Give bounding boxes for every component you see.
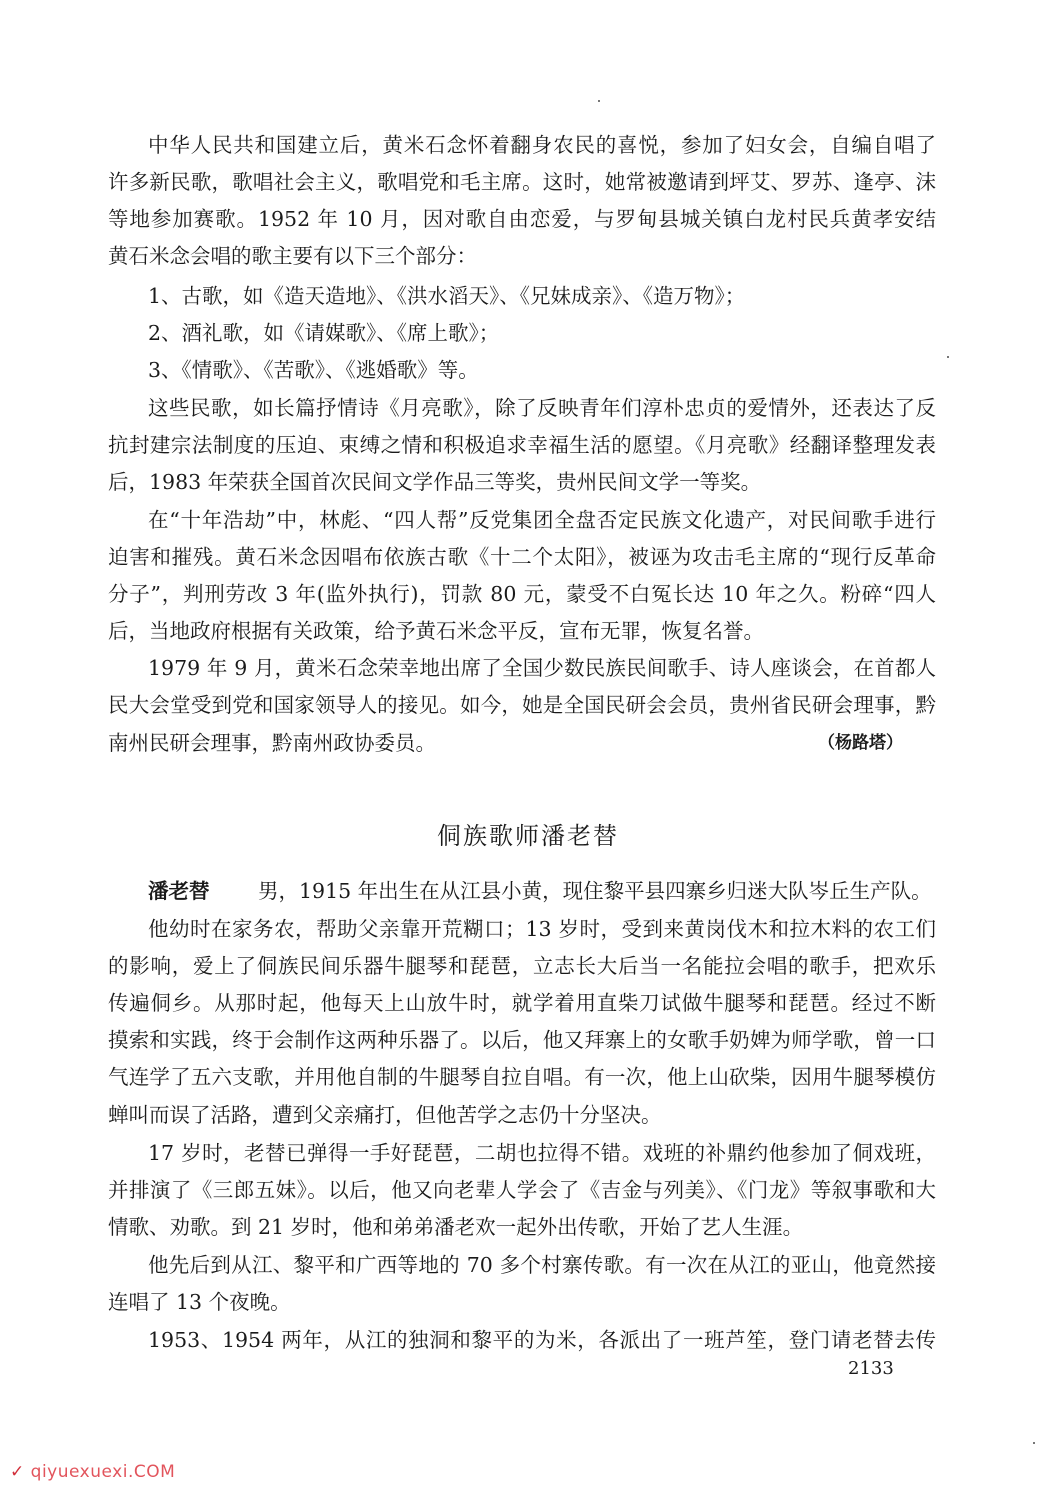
text-line: 抗封建宗法制度的压迫、束缚之情和积极追求幸福生活的愿望。《月亮歌》经翻译整理发表 bbox=[108, 433, 936, 457]
text-line: 2、酒礼歌，如《请媒歌》、《席上歌》； bbox=[148, 321, 500, 345]
text-line: 在“十年浩劫”中，林彪、“四人帮”反党集团全盘否定民族文化遗产，对民间歌手进行 bbox=[148, 508, 936, 532]
text-line: 连唱了 13 个夜晚。 bbox=[108, 1290, 291, 1314]
text-line: 情歌、劝歌。到 21 岁时，他和弟弟潘老欢一起外出传歌，开始了艺人生涯。 bbox=[108, 1215, 804, 1239]
text-line: 1979 年 9 月，黄米石念荣幸地出席了全国少数民族民间歌手、诗人座谈会，在首都人 bbox=[148, 656, 936, 680]
text-line: 1、古歌，如《造天造地》、《洪水滔天》、《兄妹成亲》、《造万物》； bbox=[148, 284, 746, 308]
text-line: 后，1983 年荣获全国首次民间文学作品三等奖，贵州民间文学一等奖。 bbox=[108, 470, 762, 494]
scan-speck bbox=[947, 356, 949, 358]
page-number: 2133 bbox=[848, 1358, 894, 1379]
text-line: 摸索和实践，终于会制作这两种乐器了。以后，他又拜寨上的女歌手奶婢为师学歌，曾一口 bbox=[108, 1028, 936, 1052]
text-line: 黄石米念会唱的歌主要有以下三个部分： bbox=[108, 244, 477, 268]
text-line: 中华人民共和国建立后，黄米石念怀着翻身农民的喜悦，参加了妇女会，自编自唱了 bbox=[148, 133, 936, 157]
scan-speck bbox=[598, 100, 600, 102]
text-line: 1953、1954 两年，从江的独洞和黎平的为米，各派出了一班芦笙，登门请老替去传 bbox=[148, 1328, 936, 1352]
text-line: 3、《情歌》、《苦歌》、《逃婚歌》等。 bbox=[148, 358, 479, 382]
text-line: 他幼时在家务农，帮助父亲靠开荒糊口；13 岁时，受到来黄岗伐木和拉木料的农工们 bbox=[148, 917, 936, 941]
text-line: 等地参加赛歌。1952 年 10 月，因对歌自由恋爱，与罗甸县城关镇白龙村民兵黄孝安结 bbox=[108, 207, 936, 231]
text-line: 并排演了《三郎五妹》。以后，他又向老辈人学会了《吉金与列美》、《门龙》等叙事歌和大 bbox=[108, 1178, 936, 1202]
text-line: 传遍侗乡。从那时起，他每天上山放牛时，就学着用直柴刀试做牛腿琴和琵琶。经过不断 bbox=[108, 991, 936, 1015]
text-line: 17 岁时，老替已弹得一手好琵琶，二胡也拉得不错。戏班的补鼎约他参加了侗戏班， bbox=[148, 1141, 936, 1165]
text-line: 分子”，判刑劳改 3 年(监外执行)，罚款 80 元，蒙受不白冤长达 10 年之久。粉碎“四人 bbox=[108, 582, 936, 606]
text-line: 气连学了五六支歌，并用他自制的牛腿琴自拉自唱。有一次，他上山砍柴，因用牛腿琴模仿 bbox=[108, 1065, 936, 1089]
scan-speck bbox=[1033, 1442, 1035, 1444]
watermark-logo-icon: ✓ bbox=[10, 1462, 25, 1482]
section-title: 侗族歌师潘老替 bbox=[437, 822, 619, 850]
text-line: 蝉叫而误了活路，遭到父亲痛打，但他苦学之志仍十分坚决。 bbox=[108, 1103, 662, 1127]
text-line: 他先后到从江、黎平和广西等地的 70 多个村寨传歌。有一次在从江的亚山，他竟然接 bbox=[148, 1253, 936, 1277]
text-line: 迫害和摧残。黄石米念因唱布依族古歌《十二个太阳》，被诬为攻击毛主席的“现行反革命 bbox=[108, 545, 936, 569]
text-line: 许多新民歌，歌唱社会主义，歌唱党和毛主席。这时，她常被邀请到坪艾、罗苏、逢亭、沫 bbox=[108, 170, 936, 194]
watermark-text: qiyuexuexi.COM bbox=[30, 1462, 176, 1482]
site-watermark bbox=[10, 1462, 175, 1482]
text-line: 男，1915 年出生在从江县小黄，现住黎平县四寨乡归迷大队岑丘生产队。 bbox=[258, 879, 932, 903]
bio-name: 潘老替 bbox=[148, 879, 210, 903]
text-line: 的影响，爱上了侗族民间乐器牛腿琴和琵琶，立志长大后当一名能拉会唱的歌手，把欢乐 bbox=[108, 954, 936, 978]
text-line: 后，当地政府根据有关政策，给予黄石米念平反，宣布无罪，恢复名誉。 bbox=[108, 619, 764, 643]
text-line: 南州民研会理事，黔南州政协委员。 bbox=[108, 731, 436, 755]
author-signature: （杨路塔） bbox=[818, 733, 903, 753]
text-line: 民大会堂受到党和国家领导人的接见。如今，她是全国民研会会员，贵州省民研会理事，黔 bbox=[108, 693, 936, 717]
text-line: 这些民歌，如长篇抒情诗《月亮歌》，除了反映青年们淳朴忠贞的爱情外，还表达了反 bbox=[148, 396, 936, 420]
